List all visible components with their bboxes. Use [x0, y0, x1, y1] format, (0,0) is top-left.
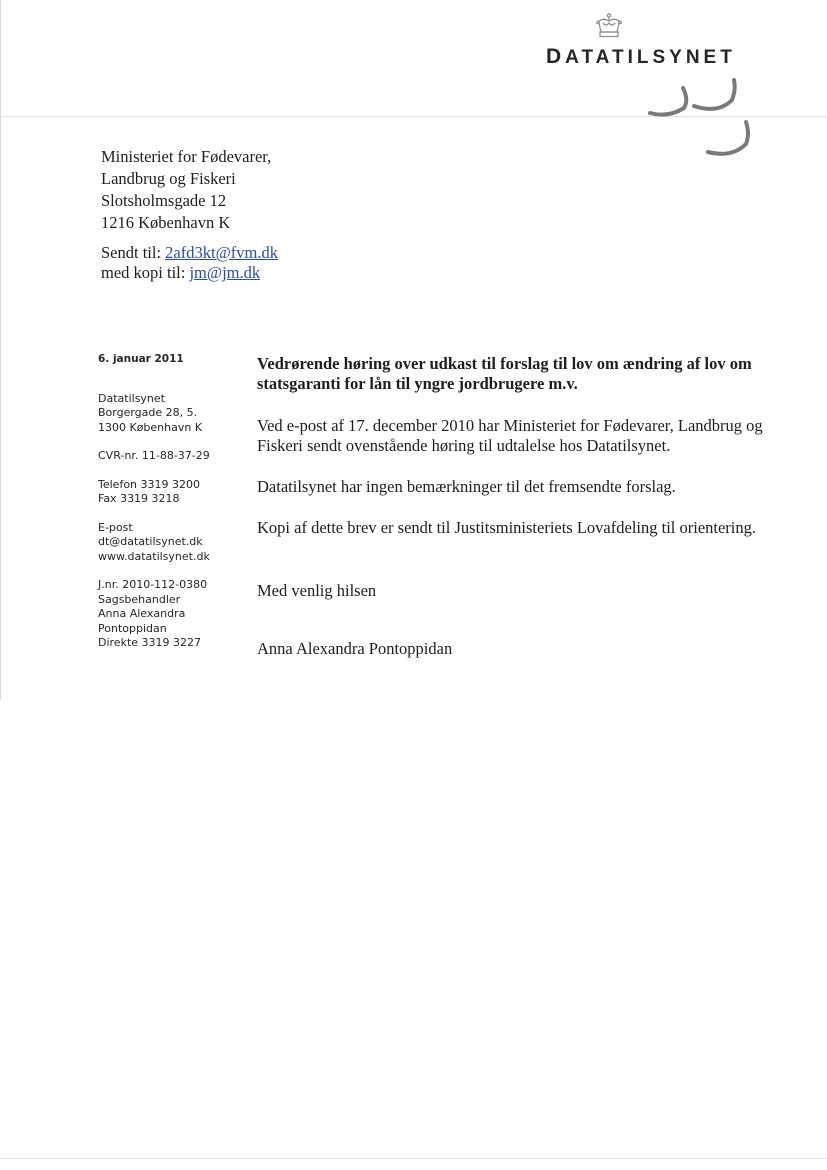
case-block [98, 578, 248, 651]
closing-greeting: Med venlig hilsen [257, 581, 377, 600]
sender-city: 1300 København K [98, 420, 203, 434]
signature-name: Anna Alexandra Pontoppidan [257, 639, 453, 658]
body-paragraph: Ved e-post af 17. december 2010 har Ministeriet for Fødevarer, Landbrug og Fiskeri sendt ovenstående høring til udtalelse hos Datatilsynet. [257, 416, 763, 455]
crown-icon [594, 13, 624, 39]
sent-to-label: Sendt til: [101, 243, 162, 262]
sent-to-email-link[interactable]: 2afd3kt@fvm.dk [165, 243, 278, 262]
sent-to-block [101, 243, 278, 283]
phone-block [98, 478, 248, 507]
sender-email: dt@datatilsynet.dk [98, 535, 203, 548]
handwritten-check-mark-icon [646, 78, 756, 160]
caseworker-name-line1: Anna Alexandra [98, 607, 186, 620]
direct-phone: Direkte 3319 3227 [98, 636, 202, 649]
sent-to-line [101, 243, 278, 263]
sender-website: www.datatilsynet.dk [98, 549, 210, 563]
recipient-line: 1216 København K [101, 213, 231, 232]
recipient-line: Landbrug og Fiskeri [101, 169, 236, 188]
copy-to-label: med kopi til: [101, 263, 186, 282]
recipient-address [101, 146, 271, 234]
body-paragraph: Kopi af dette brev er sendt til Justitsministeriets Lovafdeling til orientering. [257, 518, 757, 537]
fax-number: Fax 3319 3218 [98, 492, 180, 505]
email-label: E-post [98, 520, 133, 534]
copy-to-email-link[interactable]: jm@jm.dk [189, 263, 261, 282]
letter-subject: Vedrørende høring over udkast til forslag til lov om ændring af lov om statsgaranti for lån til yngre jordbrugere m.v. [257, 354, 752, 393]
cvr-number: CVR-nr. 11-88-37-29 [98, 449, 210, 462]
sender-street: Borgergade 28, 5. [98, 406, 198, 419]
letter-date: 6. januar 2011 [98, 353, 184, 365]
page-edge-bottom [0, 1158, 827, 1159]
recipient-line: Ministeriet for Fødevarer, [101, 147, 272, 166]
sender-address [98, 392, 248, 436]
contact-block [98, 521, 248, 565]
datatilsynet-logo: DATATILSYNET [546, 45, 736, 68]
sender-name: Datatilsynet [98, 391, 165, 405]
caseworker-label: Sagsbehandler [98, 592, 181, 606]
sender-info-sidebar [98, 352, 248, 665]
letter-body [257, 354, 797, 659]
phone-number: Telefon 3319 3200 [98, 477, 200, 491]
copy-to-line [101, 263, 278, 283]
caseworker-name-line2: Pontoppidan [98, 621, 167, 635]
body-paragraph: Datatilsynet har ingen bemærkninger til det fremsendte forslag. [257, 477, 676, 496]
recipient-line: Slotsholmsgade 12 [101, 191, 227, 210]
journal-number: J.nr. 2010-112-0380 [98, 578, 208, 591]
page-edge-left [0, 0, 1, 700]
